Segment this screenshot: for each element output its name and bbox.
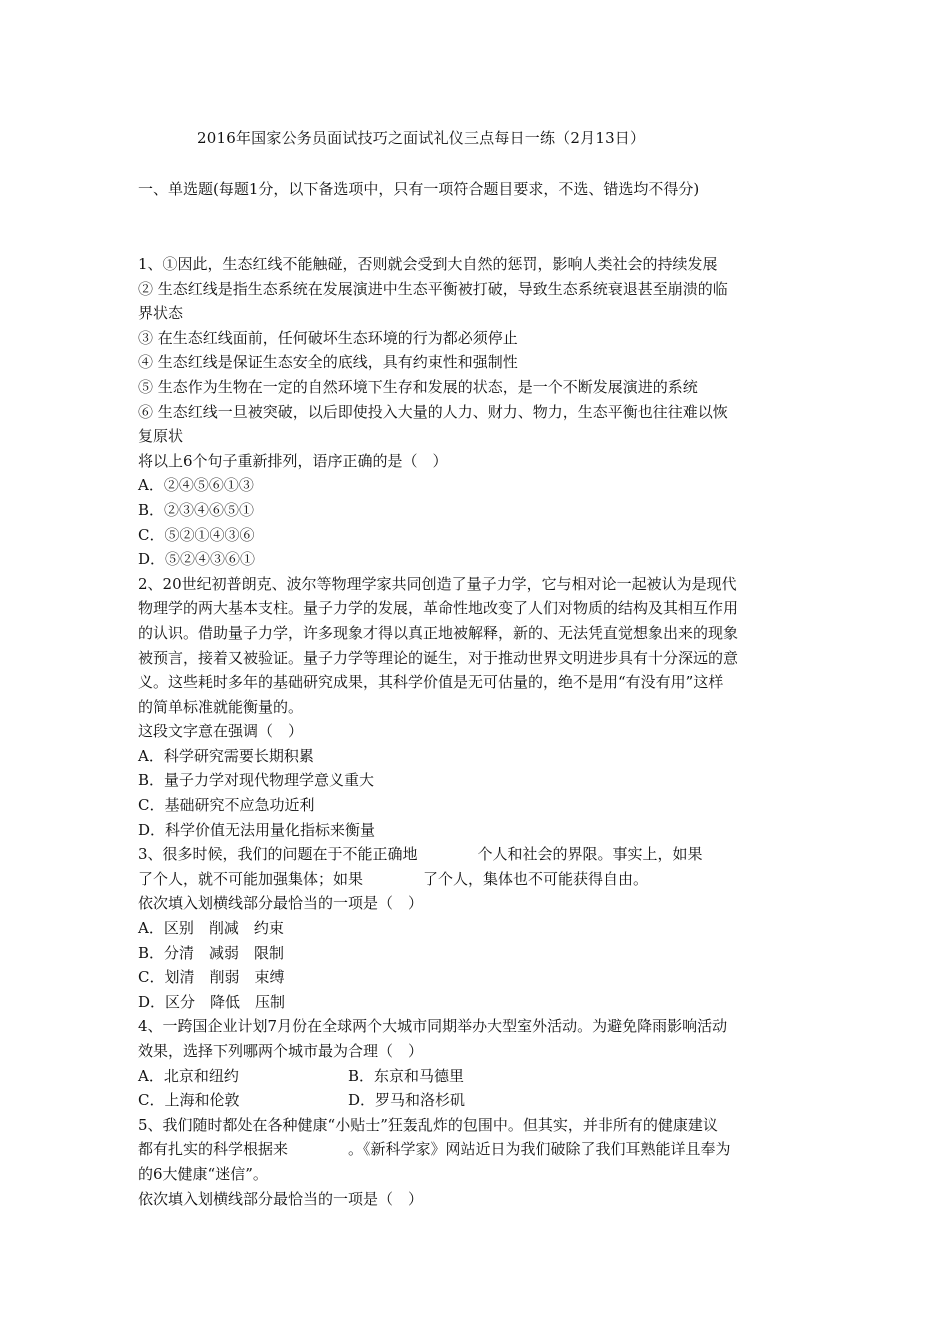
q2-line-2: 物理学的两大基本支柱。量子力学的发展，革命性地改变了人们对物质的结构及其相互作用 [138, 599, 739, 618]
q1-option-a: A．②④⑤⑥①③ [138, 476, 254, 495]
q3-line-1: 3、很多时候，我们的问题在于不能正确地 个人和社会的界限。事实上，如果 [138, 845, 703, 864]
q1-option-b: B．②③④⑥⑤① [138, 500, 255, 519]
q5-question: 依次填入划横线部分最恰当的一项是（ ） [138, 1189, 424, 1208]
q4-option-c: C．上海和伦敦 [138, 1091, 240, 1110]
q1-question: 将以上6个句子重新排列，语序正确的是（ ） [138, 451, 448, 470]
q2-line-1: 2、20世纪初普朗克、波尔等物理学家共同创造了量子力学，它与相对论一起被认为是现代 [138, 574, 737, 593]
q4-line-2: 效果，选择下列哪两个城市最为合理（ ） [138, 1042, 424, 1060]
q1-sentence-2: ② 生态红线是指生态系统在发展演进中生态平衡被打破，导致生态系统衰退甚至崩溃的临 [138, 279, 728, 298]
q2-option-b: B．量子力学对现代物理学意义重大 [138, 771, 375, 790]
q1-sentence-6-cont: 复原状 [138, 427, 184, 446]
q2-line-5: 义。这些耗时多年的基础研究成果，其科学价值是无可估量的，绝不是用“有没有用”这样 [138, 673, 724, 692]
document-title: 2016年国家公务员面试技巧之面试礼仪三点每日一练（2月13日） [197, 129, 646, 147]
q1-sentence-6: ⑥ 生态红线一旦被突破，以后即使投入大量的人力、财力、物力，生态平衡也往往难以恢 [138, 402, 728, 421]
section-heading: 一、单选题(每题1分，以下备选项中，只有一项符合题目要求，不选、错选均不得分) [138, 180, 700, 198]
q1-sentence-1: 1、①因此，生态红线不能触碰，否则就会受到大自然的惩罚，影响人类社会的持续发展 [138, 255, 718, 273]
question-5 [138, 1113, 814, 1211]
q3-line-2: 了个人，就不可能加强集体；如果 了个人，集体也不可能获得自由。 [138, 869, 649, 888]
q2-option-d: D．科学价值无法用量化指标来衡量 [138, 820, 376, 839]
question-4 [138, 1014, 814, 1112]
q2-line-3: 的认识。借助量子力学，许多现象才得以真正地被解释，新的、无法凭直觉想象出来的现象 [138, 623, 739, 642]
question-1 [138, 252, 814, 572]
q4-line-1: 4、一跨国企业计划7月份在全球两个大城市同期举办大型室外活动。为避免降雨影响活动 [138, 1017, 728, 1036]
q5-line-1: 5、我们随时都处在各种健康“小贴士”狂轰乱炸的包围中。但其实，并非所有的健康建议 [138, 1115, 718, 1134]
q3-option-b: B．分清 减弱 限制 [138, 943, 285, 962]
q5-line-2: 都有扎实的科学根据来 。《新科学家》网站近日为我们破除了我们耳熟能详且奉为 [138, 1140, 731, 1159]
q1-option-c: C．⑤②①④③⑥ [138, 525, 255, 544]
q4-option-d: D．罗马和洛杉矶 [348, 1091, 466, 1110]
q2-line-4: 被预言，接着又被验证。量子力学等理论的诞生，对于推动世界文明进步具有十分深远的意 [138, 648, 739, 667]
q3-option-a: A．区别 削减 约束 [138, 919, 284, 938]
q1-sentence-4: ④ 生态红线是保证生态安全的底线，具有约束性和强制性 [138, 353, 518, 372]
q2-option-c: C．基础研究不应急功近利 [138, 796, 315, 815]
q4-options-row-1 [138, 1064, 814, 1089]
q4-options-row-2 [138, 1088, 814, 1113]
q3-option-d: D．区分 降低 压制 [138, 992, 286, 1011]
q1-option-d: D．⑤②④③⑥① [138, 550, 256, 569]
q4-option-a: A．北京和纽约 [138, 1066, 239, 1085]
question-2 [138, 572, 814, 843]
q1-sentence-5: ⑤ 生态作为生物在一定的自然环境下生存和发展的状态，是一个不断发展演进的系统 [138, 377, 698, 396]
q2-line-6: 的简单标准就能衡量的。 [138, 697, 304, 716]
q1-sentence-3: ③ 在生态红线面前，任何破坏生态环境的行为都必须停止 [138, 328, 518, 347]
q2-question: 这段文字意在强调（ ） [138, 722, 304, 741]
q3-question: 依次填入划横线部分最恰当的一项是（ ） [138, 894, 424, 913]
question-3 [138, 842, 814, 1014]
question-body [138, 252, 814, 1211]
q3-option-c: C．划清 削弱 束缚 [138, 968, 285, 987]
q4-option-b: B．东京和马德里 [348, 1066, 465, 1085]
q1-sentence-2-cont: 界状态 [138, 304, 184, 323]
q2-option-a: A．科学研究需要长期积累 [138, 746, 314, 765]
q5-line-3: 的6大健康“迷信”。 [138, 1164, 268, 1183]
